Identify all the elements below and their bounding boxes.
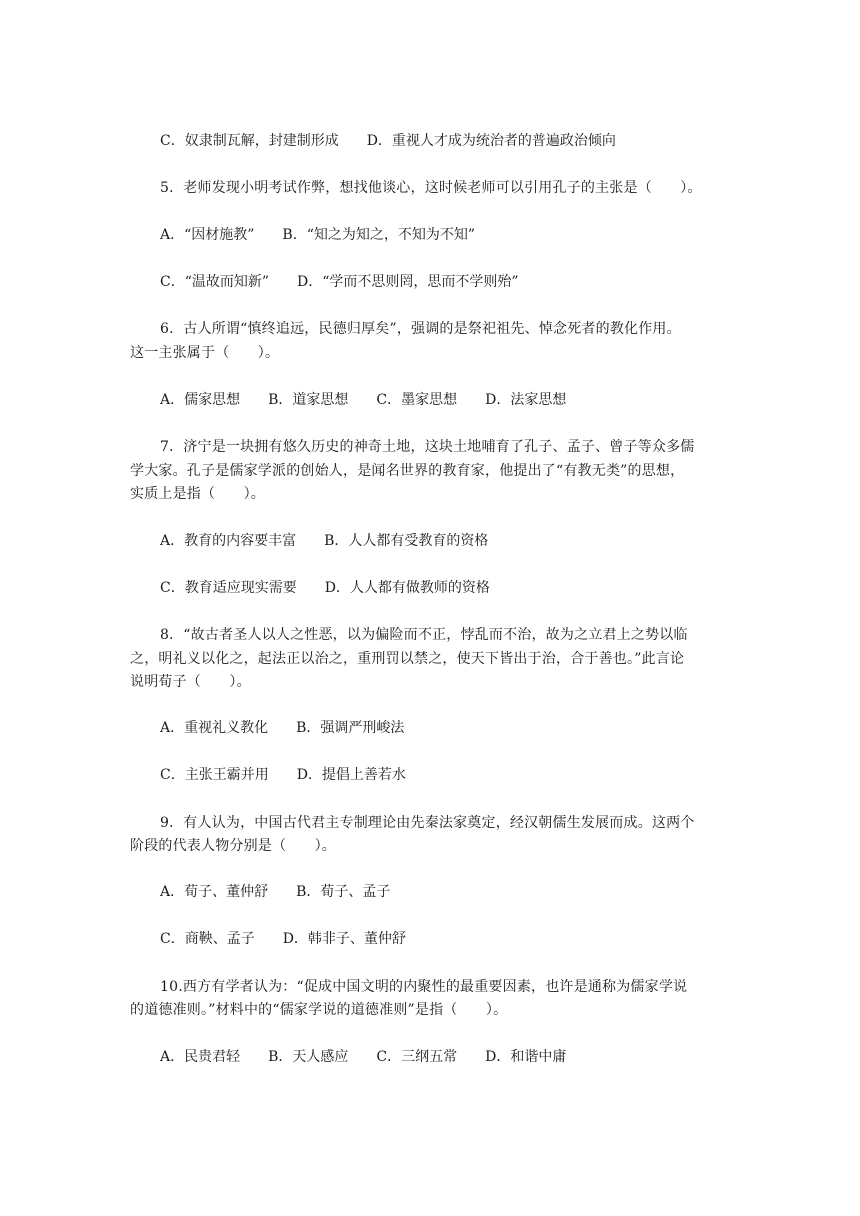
q10-options: A．民贵君轻 B．天人感应 C．三纲五常 D．和谐中庸 [160,1049,567,1065]
q8-options-ab: A．重视礼义教化 B．强调严刑峻法 [160,720,405,736]
q6-options: A．儒家思想 B．道家思想 C．墨家思想 D．法家思想 [160,392,567,408]
q6-stem-line2: 这一主张属于（ ）。 [130,345,280,361]
q10-stem-line1: 10.西方有学者认为：“促成中国文明的内聚性的最重要因素，也许是通称为儒家学说 [160,979,688,995]
q8-stem-line1: 8．“故古者圣人以人之性恶，以为偏险而不正，悖乱而不治，故为之立君上之势以临 [160,627,688,643]
q10-stem-line2: 的道德准则。”材料中的“儒家学说的道德准则”是指（ ）。 [130,1002,508,1018]
q7-options-ab: A．教育的内容要丰富 B．人人都有受教育的资格 [160,533,489,549]
q7-stem-line1: 7．济宁是一块拥有悠久历史的神奇土地，这块土地哺育了孔子、孟子、曾子等众多儒 [160,439,695,455]
q6-stem-line1: 6．古人所谓“慎终追远，民德归厚矣”，强调的是祭祀祖先、悼念死者的教化作用。 [160,321,681,337]
q9-options-cd: C．商鞅、孟子 D．韩非子、董仲舒 [160,931,406,947]
q4-options-cd: C．奴隶制瓦解，封建制形成 D．重视人才成为统治者的普遍政治倾向 [160,133,616,149]
q9-options-ab: A．荀子、董仲舒 B．荀子、孟子 [160,884,391,900]
q8-stem-line3: 说明荀子（ ）。 [130,674,251,690]
q5-stem: 5．老师发现小明考试作弊，想找他谈心，这时候老师可以引用孔子的主张是（ ）。 [160,180,702,196]
q9-stem-line2: 阶段的代表人物分别是（ ）。 [130,838,336,854]
q7-stem-line2: 学大家。孔子是儒家学派的创始人，是闻名世界的教育家，他提出了“有教无类”的思想， [130,463,685,479]
q8-options-cd: C．主张王霸并用 D．提倡上善若水 [160,767,406,783]
q8-stem-line2: 之，明礼义以化之，起法正以治之，重刑罚以禁之，使天下皆出于治，合于善也。”此言论 [130,651,685,667]
q5-options-cd: C．“温故而知新” D．“学而不思则罔，思而不学则殆” [160,274,519,290]
q5-options-ab: A．“因材施教” B．“知之为知之，不知为不知” [160,227,476,243]
q7-stem-line3: 实质上是指（ ）。 [130,486,265,502]
q7-options-cd: C．教育适应现实需要 D．人人都有做教师的资格 [160,580,490,596]
q9-stem-line1: 9．有人认为，中国古代君主专制理论由先秦法家奠定，经汉朝儒生发展而成。这两个 [160,815,695,831]
